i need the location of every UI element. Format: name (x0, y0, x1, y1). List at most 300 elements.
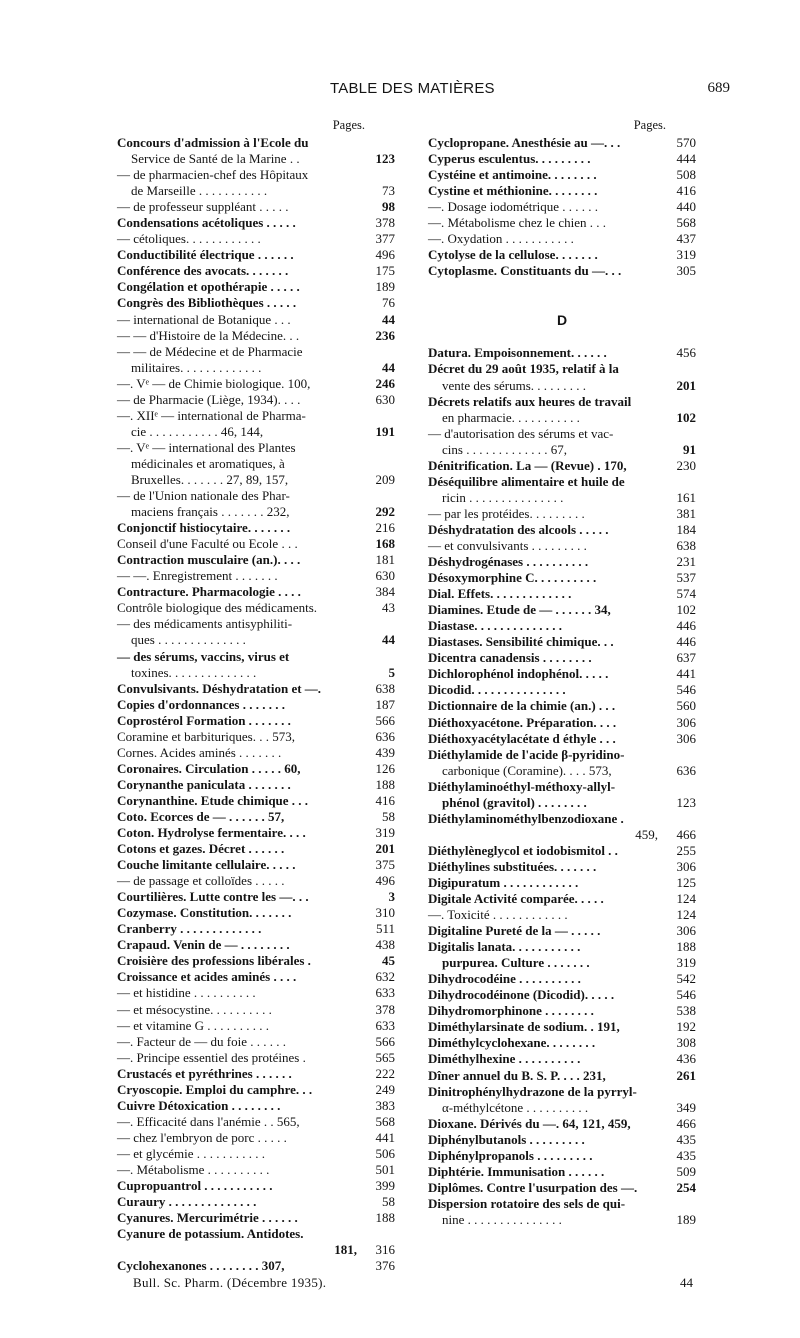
entry-text: Conseil d'une Faculté ou Ecole . . . (117, 536, 298, 552)
entry-text: —. Dosage iodométrique . . . . . . (428, 199, 599, 215)
index-entry (428, 167, 696, 183)
entry-text: Digitale Activité comparée. . . . . (428, 891, 604, 907)
page-reference: 509 (676, 1163, 696, 1179)
index-entry (428, 458, 696, 474)
index-entry (428, 602, 696, 618)
section-letter: D (556, 312, 568, 329)
page-reference: 376 (375, 1258, 395, 1274)
page-reference: 123 (676, 794, 696, 810)
entry-text: Cyclopropane. Anesthésie au —. . . (428, 135, 621, 150)
index-entry (117, 183, 395, 199)
index-entry (428, 506, 696, 522)
index-entry (428, 554, 696, 570)
page-reference: 568 (676, 215, 696, 231)
page-reference: 188 (676, 939, 696, 955)
index-entry (428, 618, 696, 634)
entry-text: 459, (635, 826, 658, 842)
page-reference: 511 (375, 921, 395, 937)
index-entry (428, 1148, 696, 1164)
page-reference: 168 (375, 536, 395, 552)
entry-text: Cryoscopie. Emploi du camphre. . . (117, 1081, 313, 1097)
index-entry (117, 328, 395, 344)
index-entry (117, 1258, 395, 1274)
index-entry (428, 891, 696, 907)
entry-text: 181, (334, 1242, 357, 1258)
page-reference: 636 (676, 762, 696, 778)
index-entry (117, 697, 395, 713)
entry-text: Dihydrocodéinone (Dicodid). . . . . (428, 987, 615, 1003)
page-reference: 123 (375, 151, 395, 167)
page-reference: 316 (375, 1242, 395, 1258)
index-entry (117, 312, 395, 328)
page-reference: 45 (382, 953, 395, 969)
index-entry (117, 1098, 395, 1114)
entry-text: Diphtérie. Immunisation . . . . . . (428, 1163, 605, 1179)
entry-text: — international de Botanique . . . (117, 311, 291, 327)
index-entry (117, 809, 395, 825)
page-reference: 399 (375, 1178, 395, 1194)
page-reference: 261 (676, 1067, 696, 1083)
entry-text: Conjonctif histiocytaire. . . . . . . (117, 520, 291, 536)
index-entry (117, 793, 395, 809)
index-entry (117, 632, 395, 648)
page-reference: 305 (676, 263, 696, 279)
page-reference: 568 (375, 1113, 395, 1129)
page-reference: 444 (676, 151, 696, 167)
page-reference: 236 (375, 327, 395, 343)
right-column (428, 115, 696, 1228)
index-entry (117, 745, 395, 761)
index-entry (428, 971, 696, 987)
entry-text: Cystéine et antimoine. . . . . . . . (428, 167, 597, 183)
entry-text: —. Vᵉ — de Chimie biologique. 100, (117, 375, 311, 391)
index-entry (428, 715, 696, 731)
index-entry (117, 953, 395, 969)
index-entry (117, 376, 395, 392)
index-entry (117, 231, 395, 247)
entry-text: Digipuratum . . . . . . . . . . . . (428, 874, 579, 890)
index-entry (117, 1034, 395, 1050)
index-entry (117, 889, 395, 905)
index-entry (428, 923, 696, 939)
page-reference: 384 (375, 584, 395, 600)
index-entry (117, 584, 395, 600)
index-entry (428, 263, 696, 279)
index-entry (428, 490, 696, 506)
entry-text: Dihydromorphinone . . . . . . . . (428, 1003, 594, 1019)
index-entry (428, 939, 696, 955)
entry-text: Crapaud. Venin de — . . . . . . . . (117, 937, 290, 953)
index-entry (117, 295, 395, 311)
index-entry (428, 698, 696, 714)
page-reference: 189 (676, 1211, 696, 1227)
entry-text: — — d'Histoire de la Médecine. . . (117, 327, 300, 343)
index-entry (428, 247, 696, 263)
index-entry (428, 859, 696, 875)
page-reference: 446 (676, 618, 696, 634)
page-reference: 438 (375, 937, 395, 953)
page-reference: 441 (375, 1129, 395, 1145)
page-reference: 375 (375, 857, 395, 873)
index-entry (117, 985, 395, 1001)
page-reference: 566 (375, 1033, 395, 1049)
page-reference: 209 (375, 471, 395, 487)
page-reference: 3 (388, 889, 395, 905)
entry-text: Diéthylines substituées. . . . . . . (428, 858, 597, 874)
page-reference: 435 (676, 1147, 696, 1163)
entry-text: Cuivre Détoxication . . . . . . . . (117, 1097, 281, 1113)
entry-text: Cyanure de potassium. Antidotes. (117, 1226, 304, 1242)
page-reference: 508 (676, 167, 696, 183)
index-entry (117, 472, 395, 488)
pages-label: Pages. (332, 118, 365, 132)
entry-text: Congrès des Bibliothèques . . . . . (117, 295, 297, 311)
entry-text: — de passage et colloïdes . . . . . (117, 873, 285, 889)
entry-text: Dicentra canadensis . . . . . . . . (428, 650, 592, 666)
page-reference: 201 (375, 841, 395, 857)
entry-text: Diastases. Sensibilité chimique. . . (428, 634, 614, 650)
index-entry (117, 729, 395, 745)
entry-text: purpurea. Culture . . . . . . . (442, 955, 590, 971)
page-reference: 306 (676, 923, 696, 939)
entry-text: Diamines. Etude de — . . . . . . 34, (428, 602, 611, 618)
index-entry (117, 151, 395, 167)
index-entry (117, 1082, 395, 1098)
entry-text: —. Métabolisme chez le chien . . . (428, 215, 606, 231)
entry-text: phénol (gravitol) . . . . . . . . (442, 794, 587, 810)
entry-text: Digitaline Pureté de la — . . . . . (428, 923, 601, 939)
page-reference: 446 (676, 634, 696, 650)
page-reference: 306 (676, 730, 696, 746)
index-entry (117, 616, 395, 632)
entry-text: Dihydrocodéine . . . . . . . . . . (428, 971, 581, 987)
index-entry (428, 987, 696, 1003)
page-reference: 246 (375, 375, 395, 391)
page-reference: 306 (676, 858, 696, 874)
index-entry (117, 199, 395, 215)
page-reference: 637 (676, 650, 696, 666)
index-entry (428, 442, 696, 458)
index-entry (117, 1114, 395, 1130)
index-entry (117, 1242, 395, 1258)
index-entry (428, 1196, 696, 1212)
entry-text: Diméthylcyclohexane. . . . . . . . (428, 1035, 596, 1051)
index-entry (428, 1019, 696, 1035)
entry-text: Crustacés et pyréthrines . . . . . . (117, 1065, 292, 1081)
page-reference: 102 (676, 409, 696, 425)
page-reference: 436 (676, 1051, 696, 1067)
entry-text: Datura. Empoisonnement. . . . . . (428, 345, 607, 361)
index-entry (428, 907, 696, 923)
index-entry (428, 474, 696, 490)
index-entry (117, 568, 395, 584)
journal-reference: Bull. Sc. Pharm. (Décembre 1935). (133, 1275, 327, 1290)
entry-text: — de l'Union nationale des Phar- (117, 488, 290, 504)
entry-text: Condensations acétoliques . . . . . (117, 215, 296, 231)
page-reference: 187 (375, 696, 395, 712)
page-reference: 506 (375, 1145, 395, 1161)
page-reference: 546 (676, 682, 696, 698)
page-reference: 441 (676, 666, 696, 682)
entry-text: Contraction musculaire (an.). . . . (117, 552, 301, 568)
index-entry (428, 682, 696, 698)
entry-text: Diéthoxyacétone. Préparation. . . . (428, 714, 617, 730)
index-entry (117, 1226, 395, 1242)
page-reference: 191 (375, 423, 395, 439)
entry-text: militaires. . . . . . . . . . . . . (131, 359, 262, 375)
entry-text: Conférence des avocats. . . . . . . (117, 263, 289, 279)
index-entry (428, 570, 696, 586)
page-reference: 125 (676, 874, 696, 890)
entry-text: Corynanthe paniculata . . . . . . . (117, 776, 291, 792)
page-reference: 201 (676, 377, 696, 393)
index-entry (117, 1018, 395, 1034)
index-entry (428, 361, 696, 377)
index-entry (117, 263, 395, 279)
index-entry (428, 731, 696, 747)
entry-text: Bruxelles. . . . . . . 27, 89, 157, (131, 471, 289, 487)
page-reference: 231 (676, 554, 696, 570)
page-reference: 538 (676, 1003, 696, 1019)
page-reference: 378 (375, 1001, 395, 1017)
running-header (0, 80, 800, 102)
entry-text: Concours d'admission à l'Ecole du (117, 135, 309, 150)
index-entry (428, 345, 696, 361)
entry-text: Dioxane. Dérivés du —. 64, 121, 459, (428, 1115, 631, 1131)
entry-text: — et vitamine G . . . . . . . . . . (117, 1017, 270, 1033)
index-entry (117, 215, 395, 231)
entry-text: Diphénylpropanols . . . . . . . . . (428, 1147, 593, 1163)
entry-text: Coronaires. Circulation . . . . . 60, (117, 760, 301, 776)
entry-text: Croissance et acides aminés . . . . (117, 969, 297, 985)
entry-text: Dictionnaire de la chimie (an.) . . . (428, 698, 616, 714)
page-reference: 181 (375, 552, 395, 568)
index-entries-left (117, 135, 395, 1274)
index-entry (117, 167, 395, 183)
index-entry (117, 921, 395, 937)
entry-text: Dicodid. . . . . . . . . . . . . . . (428, 682, 566, 698)
index-entry (428, 795, 696, 811)
index-entries-right (428, 345, 696, 1228)
entry-text: Diplômes. Contre l'usurpation des —. (428, 1179, 638, 1195)
index-entry (428, 1051, 696, 1067)
index-entry (117, 488, 395, 504)
entry-text: Dîner annuel du B. S. P. . . . 231, (428, 1067, 606, 1083)
index-entry (117, 1210, 395, 1226)
entry-text: Cyperus esculentus. . . . . . . . . (428, 151, 591, 167)
entry-text: — — de Médecine et de Pharmacie (117, 343, 303, 359)
entry-text: Contracture. Pharmacologie . . . . (117, 584, 301, 600)
entry-text: Corynanthine. Etude chimique . . . (117, 792, 309, 808)
pages-label: Pages. (633, 118, 666, 132)
index-entry (117, 408, 395, 424)
entry-text: — des médicaments antisyphiliti- (117, 616, 293, 632)
page-reference: 58 (382, 1194, 395, 1210)
entry-text: Décrets relatifs aux heures de travail (428, 393, 632, 409)
index-entry (117, 1146, 395, 1162)
entry-text: — des sérums, vaccins, virus et (117, 648, 290, 664)
page-reference: 44 (382, 359, 395, 375)
entry-text: Cyclohexanones . . . . . . . . 307, (117, 1258, 285, 1274)
entry-text: —. Principe essentiel des protéines . (117, 1049, 306, 1065)
index-entry (428, 135, 696, 151)
index-entry (428, 522, 696, 538)
index-entry (117, 1194, 395, 1210)
entry-text: Cystine et méthionine. . . . . . . . (428, 183, 598, 199)
page-reference: 383 (375, 1097, 395, 1113)
entry-text: Cyanures. Mercurimétrie . . . . . . (117, 1210, 298, 1226)
index-entry (117, 825, 395, 841)
entry-text: cie . . . . . . . . . . . 46, 144, (131, 423, 264, 439)
index-entry (428, 538, 696, 554)
index-entry (428, 955, 696, 971)
entry-text: —. Métabolisme . . . . . . . . . . (117, 1162, 270, 1177)
index-entry (117, 873, 395, 889)
entry-text: ques . . . . . . . . . . . . . . (131, 632, 246, 648)
entry-text: Dial. Effets. . . . . . . . . . . . . (428, 586, 572, 602)
entry-text: Dinitrophénylhydrazone de la pyrryl- (428, 1083, 637, 1099)
page-reference: 5 (388, 664, 395, 680)
entry-text: Cupropuantrol . . . . . . . . . . . (117, 1178, 273, 1194)
page-reference: 175 (375, 263, 395, 279)
entry-text: α-méthylcétone . . . . . . . . . . (442, 1099, 589, 1115)
page-reference: 377 (375, 231, 395, 247)
index-entry (117, 520, 395, 536)
entry-text: Désoxymorphine C. . . . . . . . . . (428, 570, 597, 586)
page-reference: 378 (375, 215, 395, 231)
entry-text: —. Oxydation . . . . . . . . . . . (428, 231, 574, 247)
page-number: 689 (707, 80, 730, 96)
index-entry (117, 1066, 395, 1082)
index-entry (428, 1164, 696, 1180)
entry-text: — de professeur suppléant . . . . . (117, 199, 289, 215)
folio-number: 44 (680, 1275, 693, 1290)
entry-text: Convulsivants. Déshydratation et —. (117, 680, 322, 696)
index-entry (117, 440, 395, 456)
entry-text: Coton. Hydrolyse fermentaire. . . . (117, 825, 306, 841)
page-reference: 310 (375, 905, 395, 921)
entry-text: Coto. Ecorces de — . . . . . . 57, (117, 808, 285, 824)
page-reference: 435 (676, 1131, 696, 1147)
entry-text: Cytoplasme. Constituants du —. . . (428, 263, 622, 279)
entry-text: Digitalis lanata. . . . . . . . . . . (428, 939, 581, 955)
index-entry (428, 215, 696, 231)
entry-text: — —. Enregistrement . . . . . . . (117, 568, 278, 584)
index-entry (428, 1212, 696, 1228)
index-entry (428, 410, 696, 426)
index-entry (117, 279, 395, 295)
entry-text: Diéthylamide de l'acide β-pyridino- (428, 746, 625, 762)
entry-text: — de Pharmacie (Liège, 1934). . . . (117, 391, 301, 407)
page-reference: 189 (375, 279, 395, 295)
entry-text: Diéthoxyacétylacétate d éthyle . . . (428, 730, 616, 746)
index-entry (428, 747, 696, 763)
entry-text: — par les protéides. . . . . . . . . (428, 505, 585, 521)
entry-text: Diéthylèneglycol et iodobismitol . . (428, 842, 618, 858)
index-entry (428, 1068, 696, 1084)
index-entry (117, 247, 395, 263)
entry-text: —. XIIᵉ — international de Pharma- (117, 407, 306, 423)
page-reference: 98 (382, 199, 395, 215)
index-entry (117, 681, 395, 697)
entry-text: Congélation et opothérapie . . . . . (117, 279, 300, 295)
page-reference: 496 (375, 247, 395, 263)
page-reference: 560 (676, 698, 696, 714)
page-reference: 230 (676, 457, 696, 473)
entry-text: Cytolyse de la cellulose. . . . . . . (428, 247, 598, 263)
entry-text: Cranberry . . . . . . . . . . . . . (117, 921, 262, 937)
entry-text: nine . . . . . . . . . . . . . . . (442, 1211, 562, 1227)
page-reference: 184 (676, 521, 696, 537)
index-entry (428, 586, 696, 602)
entry-text: Diéthylaminométhylbenzodioxane . (428, 810, 624, 826)
page-reference: 102 (676, 602, 696, 618)
index-entry (428, 151, 696, 167)
entry-text: — d'autorisation des sérums et vac- (428, 425, 614, 441)
page-reference: 537 (676, 570, 696, 586)
page-reference: 546 (676, 987, 696, 1003)
entry-text: cins . . . . . . . . . . . . . 67, (442, 441, 567, 457)
page-reference: 565 (375, 1049, 395, 1065)
page-reference: 636 (375, 728, 395, 744)
page-reference: 349 (676, 1099, 696, 1115)
entry-text: Conductibilité électrique . . . . . . (117, 247, 294, 263)
index-entry (117, 761, 395, 777)
entry-text: Couche limitante cellulaire. . . . . (117, 857, 296, 873)
index-entry (428, 875, 696, 891)
index-entry (117, 665, 395, 681)
entry-text: —. Vᵉ — international des Plantes (117, 439, 296, 455)
entry-text: — chez l'embryon de porc . . . . . (117, 1129, 287, 1145)
index-entry (428, 426, 696, 442)
index-entry (117, 905, 395, 921)
page-reference: 416 (676, 183, 696, 199)
index-entry (428, 763, 696, 779)
index-entry (117, 937, 395, 953)
entry-text: maciens français . . . . . . . 232, (131, 504, 290, 520)
index-entry (117, 713, 395, 729)
page-reference: 44 (382, 632, 395, 648)
page-reference: 255 (676, 842, 696, 858)
page-reference: 501 (375, 1162, 395, 1177)
page-reference: 216 (375, 520, 395, 536)
entry-text: Courtilières. Lutte contre les —. . . (117, 889, 309, 905)
entry-text: Cotons et gazes. Décret . . . . . . (117, 841, 285, 857)
page-reference: 633 (375, 985, 395, 1001)
index-entry (117, 969, 395, 985)
index-entry (117, 777, 395, 793)
index-entry (428, 779, 696, 795)
index-entry (428, 843, 696, 859)
index-entry (428, 1035, 696, 1051)
entry-text: Croisière des professions libérales . (117, 953, 311, 969)
page-reference: 542 (676, 971, 696, 987)
page-reference: 630 (375, 568, 395, 584)
page-reference: 308 (676, 1035, 696, 1051)
page-reference: 437 (676, 231, 696, 247)
entry-text: toxines. . . . . . . . . . . . . . (131, 664, 257, 680)
page-title: TABLE DES MATIÈRES (330, 80, 495, 97)
page-reference: 76 (382, 295, 395, 311)
page-reference: 416 (375, 792, 395, 808)
entry-text: Coramine et barbituriques. . . 573, (117, 728, 295, 744)
entry-text: — de pharmacien-chef des Hôpitaux (117, 167, 309, 183)
index-entry (428, 394, 696, 410)
page-reference: 570 (676, 135, 696, 150)
entry-text: Dénitrification. La — (Revue) . 170, (428, 457, 627, 473)
page-reference: 496 (375, 873, 395, 889)
page-reference: 574 (676, 586, 696, 602)
